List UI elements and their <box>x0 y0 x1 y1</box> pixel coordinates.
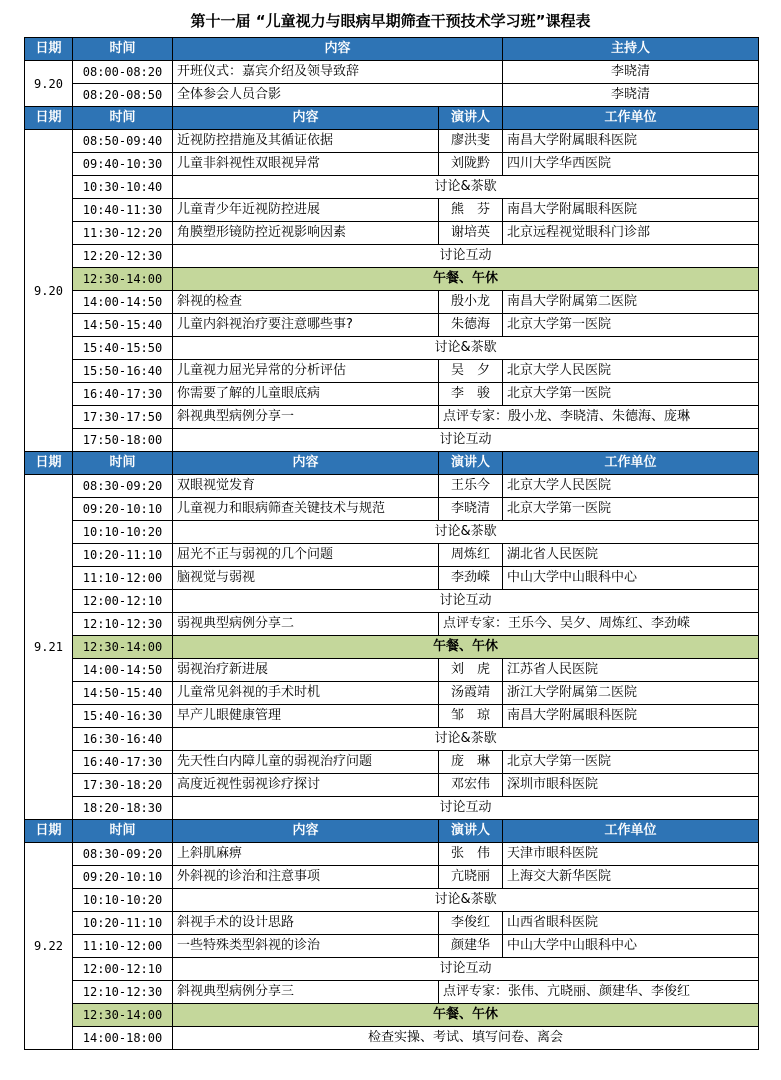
time-cell: 12:20-12:30 <box>73 245 173 268</box>
unit-cell: 南昌大学附属眼科医院 <box>503 705 759 728</box>
time-cell: 14:00-14:50 <box>73 659 173 682</box>
break-cell: 讨论&茶歇 <box>173 728 759 751</box>
speaker-cell: 邓宏伟 <box>439 774 503 797</box>
header-speaker: 演讲人 <box>439 107 503 130</box>
content-cell: 早产儿眼健康管理 <box>173 705 439 728</box>
header-content: 内容 <box>173 452 439 475</box>
content-cell: 开班仪式：嘉宾介绍及领导致辞 <box>173 61 503 84</box>
content-cell: 全体参会人员合影 <box>173 84 503 107</box>
lunch-row <box>25 1004 759 1027</box>
time-cell: 12:00-12:10 <box>73 958 173 981</box>
lunch-cell: 午餐、午休 <box>173 636 759 659</box>
header-time: 时间 <box>73 452 173 475</box>
content-cell: 斜视典型病例分享一 <box>173 406 439 429</box>
time-cell: 15:40-15:50 <box>73 337 173 360</box>
table-header-row <box>25 38 759 61</box>
content-cell: 儿童青少年近视防控进展 <box>173 199 439 222</box>
time-cell: 16:40-17:30 <box>73 383 173 406</box>
unit-cell: 北京大学第一医院 <box>503 498 759 521</box>
break-cell: 讨论&茶歇 <box>173 176 759 199</box>
time-cell: 14:00-14:50 <box>73 291 173 314</box>
host-cell: 李晓清 <box>503 61 759 84</box>
content-cell: 双眼视觉发育 <box>173 475 439 498</box>
unit-cell: 南昌大学附属眼科医院 <box>503 130 759 153</box>
content-cell: 屈光不正与弱视的几个问题 <box>173 544 439 567</box>
header-date: 日期 <box>25 107 73 130</box>
time-cell: 10:20-11:10 <box>73 912 173 935</box>
table-row <box>25 797 759 820</box>
time-cell: 18:20-18:30 <box>73 797 173 820</box>
time-cell: 11:10-12:00 <box>73 935 173 958</box>
lunch-cell: 午餐、午休 <box>173 268 759 291</box>
lunch-row <box>25 268 759 291</box>
header-date: 日期 <box>25 38 73 61</box>
time-cell: 12:10-12:30 <box>73 613 173 636</box>
speaker-cell: 吴 夕 <box>439 360 503 383</box>
content-cell: 儿童视力和眼病筛查关键技术与规范 <box>173 498 439 521</box>
table-row <box>25 521 759 544</box>
unit-cell: 四川大学华西医院 <box>503 153 759 176</box>
lunch-row <box>25 636 759 659</box>
table-row <box>25 1027 759 1050</box>
header-unit: 工作单位 <box>503 820 759 843</box>
header-unit: 工作单位 <box>503 107 759 130</box>
content-cell: 一些特殊类型斜视的诊治 <box>173 935 439 958</box>
speaker-cell: 汤霞靖 <box>439 682 503 705</box>
date-cell: 9.20 <box>25 130 73 452</box>
unit-cell: 北京远程视觉眼科门诊部 <box>503 222 759 245</box>
break-cell: 讨论互动 <box>173 429 759 452</box>
unit-cell: 南昌大学附属第二医院 <box>503 291 759 314</box>
speaker-cell: 邹 琼 <box>439 705 503 728</box>
content-cell: 儿童常见斜视的手术时机 <box>173 682 439 705</box>
content-cell: 斜视典型病例分享三 <box>173 981 439 1004</box>
time-cell: 09:40-10:30 <box>73 153 173 176</box>
header-time: 时间 <box>73 820 173 843</box>
speaker-cell: 周炼红 <box>439 544 503 567</box>
table-row <box>25 912 759 935</box>
date-cell: 9.21 <box>25 475 73 820</box>
unit-cell: 天津市眼科医院 <box>503 843 759 866</box>
content-cell: 儿童视力屈光异常的分析评估 <box>173 360 439 383</box>
time-cell: 15:50-16:40 <box>73 360 173 383</box>
time-cell: 08:50-09:40 <box>73 130 173 153</box>
unit-cell: 中山大学中山眼科中心 <box>503 935 759 958</box>
unit-cell: 北京大学人民医院 <box>503 360 759 383</box>
time-cell: 10:40-11:30 <box>73 199 173 222</box>
time-cell: 12:10-12:30 <box>73 981 173 1004</box>
content-cell: 近视防控措施及其循证依据 <box>173 130 439 153</box>
table-row <box>25 314 759 337</box>
break-cell: 讨论&茶歇 <box>173 889 759 912</box>
time-cell: 12:30-14:00 <box>73 636 173 659</box>
review-cell: 点评专家：殷小龙、李晓清、朱德海、庞琳 <box>439 406 759 429</box>
time-cell: 10:10-10:20 <box>73 521 173 544</box>
unit-cell: 上海交大新华医院 <box>503 866 759 889</box>
content-cell: 弱视典型病例分享二 <box>173 613 439 636</box>
unit-cell: 江苏省人民医院 <box>503 659 759 682</box>
content-cell: 斜视手术的设计思路 <box>173 912 439 935</box>
break-cell: 讨论互动 <box>173 590 759 613</box>
time-cell: 08:30-09:20 <box>73 843 173 866</box>
review-cell: 点评专家：王乐今、吴夕、周炼红、李劲嵘 <box>439 613 759 636</box>
break-cell: 讨论互动 <box>173 958 759 981</box>
speaker-cell: 李劲嵘 <box>439 567 503 590</box>
time-cell: 10:20-11:10 <box>73 544 173 567</box>
unit-cell: 浙江大学附属第二医院 <box>503 682 759 705</box>
content-cell: 角膜塑形镜防控近视影响因素 <box>173 222 439 245</box>
break-cell: 检查实操、考试、填写问卷、离会 <box>173 1027 759 1050</box>
page-title: 第十一届 “儿童视力与眼病早期筛查干预技术学习班”课程表 <box>190 12 591 30</box>
time-cell: 09:20-10:10 <box>73 866 173 889</box>
header-date: 日期 <box>25 820 73 843</box>
time-cell: 09:20-10:10 <box>73 498 173 521</box>
content-cell: 儿童内斜视治疗要注意哪些事? <box>173 314 439 337</box>
header-host: 主持人 <box>503 38 759 61</box>
table-row <box>25 130 759 153</box>
table-row <box>25 429 759 452</box>
header-speaker: 演讲人 <box>439 452 503 475</box>
table-row <box>25 866 759 889</box>
time-cell: 11:30-12:20 <box>73 222 173 245</box>
content-cell: 上斜肌麻痹 <box>173 843 439 866</box>
unit-cell: 北京大学人民医院 <box>503 475 759 498</box>
table-row <box>25 222 759 245</box>
header-date: 日期 <box>25 452 73 475</box>
speaker-cell: 颜建华 <box>439 935 503 958</box>
table-row <box>25 153 759 176</box>
table-header-row <box>25 820 759 843</box>
speaker-cell: 亢晓丽 <box>439 866 503 889</box>
time-cell: 08:30-09:20 <box>73 475 173 498</box>
time-cell: 11:10-12:00 <box>73 567 173 590</box>
header-speaker: 演讲人 <box>439 820 503 843</box>
content-cell: 先天性白内障儿童的弱视治疗问题 <box>173 751 439 774</box>
header-content: 内容 <box>173 38 503 61</box>
speaker-cell: 朱德海 <box>439 314 503 337</box>
table-row <box>25 84 759 107</box>
review-cell: 点评专家：张伟、亢晓丽、颜建华、李俊红 <box>439 981 759 1004</box>
table-row <box>25 383 759 406</box>
date-cell: 9.20 <box>25 61 73 107</box>
header-content: 内容 <box>173 820 439 843</box>
content-cell: 弱视治疗新进展 <box>173 659 439 682</box>
unit-cell: 北京大学第一医院 <box>503 314 759 337</box>
speaker-cell: 殷小龙 <box>439 291 503 314</box>
table-row <box>25 659 759 682</box>
time-cell: 10:30-10:40 <box>73 176 173 199</box>
speaker-cell: 李俊红 <box>439 912 503 935</box>
table-row <box>25 498 759 521</box>
time-cell: 17:30-18:20 <box>73 774 173 797</box>
time-cell: 14:50-15:40 <box>73 682 173 705</box>
break-cell: 讨论互动 <box>173 797 759 820</box>
content-cell: 儿童非斜视性双眼视异常 <box>173 153 439 176</box>
content-cell: 脑视觉与弱视 <box>173 567 439 590</box>
time-cell: 14:00-18:00 <box>73 1027 173 1050</box>
time-cell: 12:00-12:10 <box>73 590 173 613</box>
table-header-row <box>25 452 759 475</box>
unit-cell: 湖北省人民医院 <box>503 544 759 567</box>
header-content: 内容 <box>173 107 439 130</box>
time-cell: 12:30-14:00 <box>73 268 173 291</box>
table-row <box>25 958 759 981</box>
host-cell: 李晓清 <box>503 84 759 107</box>
break-cell: 讨论&茶歇 <box>173 521 759 544</box>
speaker-cell: 王乐今 <box>439 475 503 498</box>
header-time: 时间 <box>73 107 173 130</box>
speaker-cell: 刘 虎 <box>439 659 503 682</box>
time-cell: 17:30-17:50 <box>73 406 173 429</box>
table-row <box>25 843 759 866</box>
table-header-row <box>25 107 759 130</box>
table-row <box>25 705 759 728</box>
break-cell: 讨论互动 <box>173 245 759 268</box>
table-row <box>25 567 759 590</box>
table-row <box>25 291 759 314</box>
table-row <box>25 728 759 751</box>
time-cell: 17:50-18:00 <box>73 429 173 452</box>
table-row <box>25 337 759 360</box>
unit-cell: 深圳市眼科医院 <box>503 774 759 797</box>
header-unit: 工作单位 <box>503 452 759 475</box>
speaker-cell: 张 伟 <box>439 843 503 866</box>
content-cell: 外斜视的诊治和注意事项 <box>173 866 439 889</box>
time-cell: 16:40-17:30 <box>73 751 173 774</box>
table-row <box>25 682 759 705</box>
table-row <box>25 245 759 268</box>
speaker-cell: 李晓清 <box>439 498 503 521</box>
table-row <box>25 590 759 613</box>
unit-cell: 北京大学第一医院 <box>503 383 759 406</box>
table-row <box>25 981 759 1004</box>
table-row <box>25 475 759 498</box>
table-row <box>25 360 759 383</box>
table-row <box>25 199 759 222</box>
header-time: 时间 <box>73 38 173 61</box>
time-cell: 16:30-16:40 <box>73 728 173 751</box>
time-cell: 10:10-10:20 <box>73 889 173 912</box>
table-row <box>25 751 759 774</box>
content-cell: 高度近视性弱视诊疗探讨 <box>173 774 439 797</box>
time-cell: 08:00-08:20 <box>73 61 173 84</box>
date-cell: 9.22 <box>25 843 73 1050</box>
unit-cell: 北京大学第一医院 <box>503 751 759 774</box>
table-row <box>25 935 759 958</box>
table-row <box>25 889 759 912</box>
unit-cell: 山西省眼科医院 <box>503 912 759 935</box>
time-cell: 14:50-15:40 <box>73 314 173 337</box>
unit-cell: 中山大学中山眼科中心 <box>503 567 759 590</box>
break-cell: 讨论&茶歇 <box>173 337 759 360</box>
content-cell: 斜视的检查 <box>173 291 439 314</box>
speaker-cell: 李 骏 <box>439 383 503 406</box>
schedule-table <box>24 37 759 1050</box>
unit-cell: 南昌大学附属眼科医院 <box>503 199 759 222</box>
time-cell: 12:30-14:00 <box>73 1004 173 1027</box>
table-row <box>25 613 759 636</box>
table-row <box>25 774 759 797</box>
table-row <box>25 406 759 429</box>
speaker-cell: 谢培英 <box>439 222 503 245</box>
content-cell: 你需要了解的儿童眼底病 <box>173 383 439 406</box>
table-row <box>25 176 759 199</box>
table-row <box>25 61 759 84</box>
speaker-cell: 廖洪斐 <box>439 130 503 153</box>
table-row <box>25 544 759 567</box>
time-cell: 15:40-16:30 <box>73 705 173 728</box>
speaker-cell: 庞 琳 <box>439 751 503 774</box>
lunch-cell: 午餐、午休 <box>173 1004 759 1027</box>
time-cell: 08:20-08:50 <box>73 84 173 107</box>
speaker-cell: 刘陇黔 <box>439 153 503 176</box>
speaker-cell: 熊 芬 <box>439 199 503 222</box>
